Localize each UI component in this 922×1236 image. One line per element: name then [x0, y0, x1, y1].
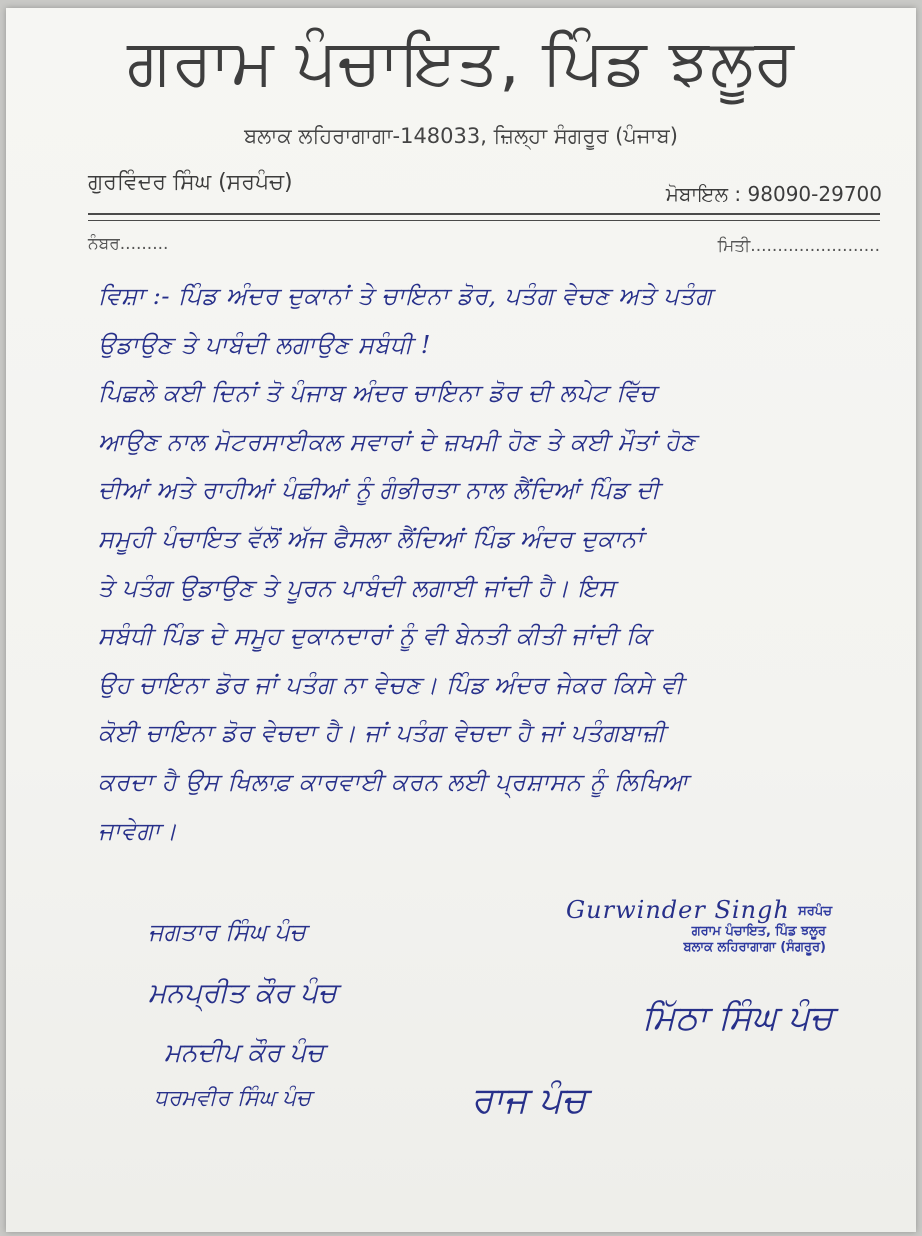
panch-signature: ਧਰਮਵੀਰ ਸਿੰਘ ਪੰਚ [154, 1086, 312, 1111]
header-rule [88, 213, 880, 215]
body-line: ਦੀਆਂ ਅਤੇ ਰਾਹੀਆਂ ਪੰਛੀਆਂ ਨੂੰ ਗੰਭੀਰਤਾ ਨਾਲ ਲੈਂਦਿਆਂ ਪਿੰਡ ਦੀ [98, 476, 660, 505]
body-line: ਉਹ ਚਾਇਨਾ ਡੋਰ ਜਾਂ ਪਤੰਗ ਨਾ ਵੇਚਣ। ਪਿੰਡ ਅੰਦਰ ਜੇਕਰ ਕਿਸੇ ਵੀ [98, 670, 684, 699]
body-line: ਆਉਣ ਨਾਲ ਮੋਟਰਸਾਈਕਲ ਸਵਾਰਾਂ ਦੇ ਜ਼ਖਮੀ ਹੋਣ ਤੇ ਕਈ ਮੌਤਾਂ ਹੋਣ [98, 427, 697, 456]
subject-line-cont: ਉਡਾਉਣ ਤੇ ਪਾਬੰਦੀ ਲਗਾਉਣ ਸਬੰਧੀ ! [98, 330, 431, 359]
letter-page [6, 8, 916, 1232]
date-field-label: ਮਿਤੀ........................ [717, 236, 880, 256]
stamp-role: ਸਰਪੰਚ [798, 904, 832, 919]
mobile-number: ਮੋਬਾਇਲ : 98090-29700 [665, 182, 882, 206]
sarpanch-name: ਗੁਰਵਿੰਦਰ ਸਿੰਘ (ਸਰਪੰਚ) [88, 170, 293, 195]
number-field-label: ਨੰਬਰ......... [88, 234, 169, 254]
stamp-panchayat: ਗਰਾਮ ਪੰਚਾਇਤ, ਪਿੰਡ ਝਲੂਰ [691, 924, 826, 939]
body-line: ਸਮੂਹੀ ਪੰਚਾਇਤ ਵੱਲੋਂ ਅੱਜ ਫੈਸਲਾ ਲੈਂਦਿਆਂ ਪਿੰਡ ਅੰਦਰ ਦੁਕਾਨਾਂ [98, 524, 644, 553]
header-rule-thin [88, 220, 880, 221]
body-line: ਜਾਵੇਗਾ। [98, 816, 178, 845]
letterhead-title: ਗਰਾਮ ਪੰਚਾਇਤ, ਪਿੰਡ ਝਲੂਰ [127, 26, 795, 100]
body-line: ਕਰਦਾ ਹੈ ਉਸ ਖਿਲਾਫ਼ ਕਾਰਵਾਈ ਕਰਨ ਲਈ ਪ੍ਰਸ਼ਾਸਨ ਨੂੰ ਲਿਖਿਆ [98, 767, 689, 796]
sarpanch-stamp [566, 896, 832, 956]
panch-signature: ਮਿੱਠਾ ਸਿੰਘ ਪੰਚ [642, 998, 833, 1038]
letterhead-address: ਬਲਾਕ ਲਹਿਰਾਗਾਗਾ-148033, ਜ਼ਿਲ੍ਹਾ ਸੰਗਰੂਰ (ਪੰਜਾਬ) [244, 124, 678, 148]
subject-line: ਵਿਸ਼ਾ :- ਪਿੰਡ ਅੰਦਰ ਦੁਕਾਨਾਂ ਤੇ ਚਾਇਨਾ ਡੋਰ, ਪਤੰਗ ਵੇਚਣ ਅਤੇ ਪਤੰਗ [98, 282, 713, 310]
stamp-block: ਬਲਾਕ ਲਹਿਰਾਗਾਗਾ (ਸੰਗਰੂਰ) [683, 940, 826, 955]
sarpanch-signature: Gurwinder Singh [566, 896, 790, 924]
body-line: ਕੋਈ ਚਾਇਨਾ ਡੋਰ ਵੇਚਦਾ ਹੈ। ਜਾਂ ਪਤੰਗ ਵੇਚਦਾ ਹੈ ਜਾਂ ਪਤੰਗਬਾਜ਼ੀ [98, 719, 666, 748]
body-line: ਤੇ ਪਤੰਗ ਉਡਾਉਣ ਤੇ ਪੂਰਨ ਪਾਬੰਦੀ ਲਗਾਈ ਜਾਂਦੀ ਹੈ। ਇਸ [98, 573, 616, 602]
panch-signature: ਜਗਤਾਰ ਸਿੰਘ ਪੰਚ [148, 918, 306, 946]
body-line: ਸਬੰਧੀ ਪਿੰਡ ਦੇ ਸਮੂਹ ਦੁਕਾਨਦਾਰਾਂ ਨੂੰ ਵੀ ਬੇਨਤੀ ਕੀਤੀ ਜਾਂਦੀ ਕਿ [98, 622, 651, 651]
panch-signature: ਮਨਪ੍ਰੀਤ ਕੌਰ ਪੰਚ [148, 976, 337, 1009]
panch-signature: ਰਾਜ ਪੰਚ [471, 1080, 587, 1121]
body-line: ਪਿਛਲੇ ਕਈ ਦਿਨਾਂ ਤੋ ਪੰਜਾਬ ਅੰਦਰ ਚਾਇਨਾ ਡੋਰ ਦੀ ਲਪੇਟ ਵਿੱਚ [98, 379, 657, 408]
panch-signature: ਮਨਦੀਪ ਕੌਰ ਪੰਚ [164, 1038, 324, 1068]
handwritten-body [98, 272, 893, 855]
